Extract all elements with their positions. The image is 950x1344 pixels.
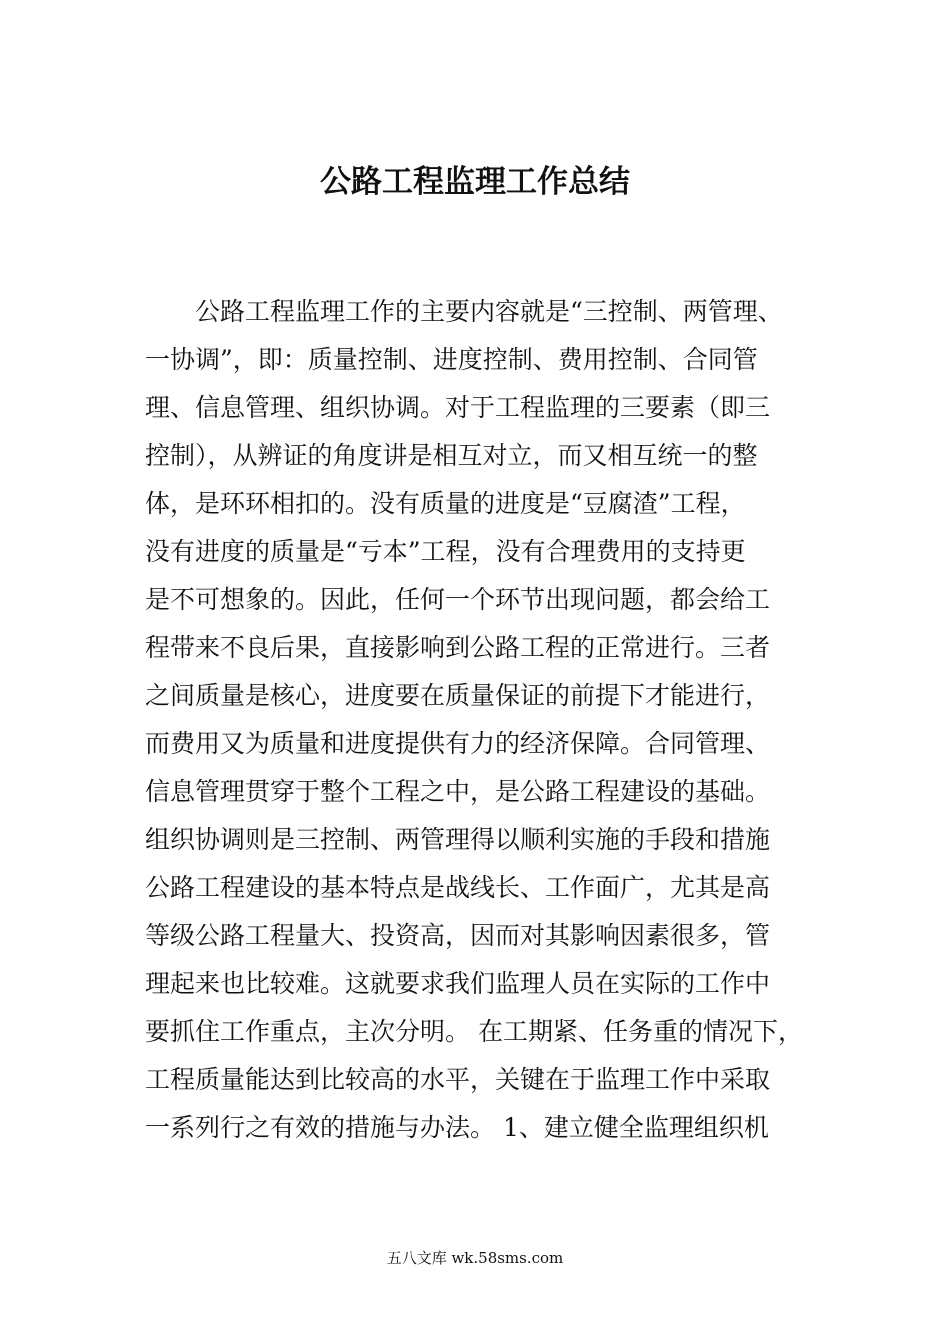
body-line: 理、信息管理、组织协调。对于工程监理的三要素（即三 [145,393,771,422]
body-line: 一系列行之有效的措施与办法。 1、建立健全监理组织机 [145,1113,769,1142]
body-line: 组织协调则是三控制、两管理得以顺利实施的手段和措施 [145,825,771,854]
body-line: 而费用又为质量和进度提供有力的经济保障。合同管理、 [145,729,771,758]
body-line: 程带来不良后果，直接影响到公路工程的正常进行。三者 [145,633,771,662]
body-line: 控制），从辨证的角度讲是相互对立，而又相互统一的整 [145,441,758,470]
body-line: 公路工程监理工作的主要内容就是“三控制、两管理、 [145,297,783,326]
body-line: 理起来也比较难。这就要求我们监理人员在实际的工作中 [145,969,771,998]
body-line: 公路工程建设的基本特点是战线长、工作面广，尤其是高 [145,873,771,902]
body-line: 一协调”，即：质量控制、进度控制、费用控制、合同管 [145,345,758,374]
document-body [145,288,845,1152]
body-line: 是不可想象的。因此，任何一个环节出现问题，都会给工 [145,585,771,614]
document-title: 公路工程监理工作总结 [320,164,630,200]
body-line: 要抓住工作重点，主次分明。 在工期紧、任务重的情况下， [145,1017,803,1046]
body-line: 之间质量是核心，进度要在质量保证的前提下才能进行， [145,681,771,710]
body-line: 等级公路工程量大、投资高，因而对其影响因素很多，管 [145,921,771,950]
body-line: 没有进度的质量是“亏本”工程，没有合理费用的支持更 [145,537,746,566]
body-line: 工程质量能达到比较高的水平，关键在于监理工作中采取 [145,1065,771,1094]
body-line: 信息管理贯穿于整个工程之中，是公路工程建设的基础。 [145,777,771,806]
body-line: 体，是环环相扣的。没有质量的进度是“豆腐渣”工程， [145,489,746,518]
page-footer: 五八文库 wk.58sms.com [386,1249,564,1267]
